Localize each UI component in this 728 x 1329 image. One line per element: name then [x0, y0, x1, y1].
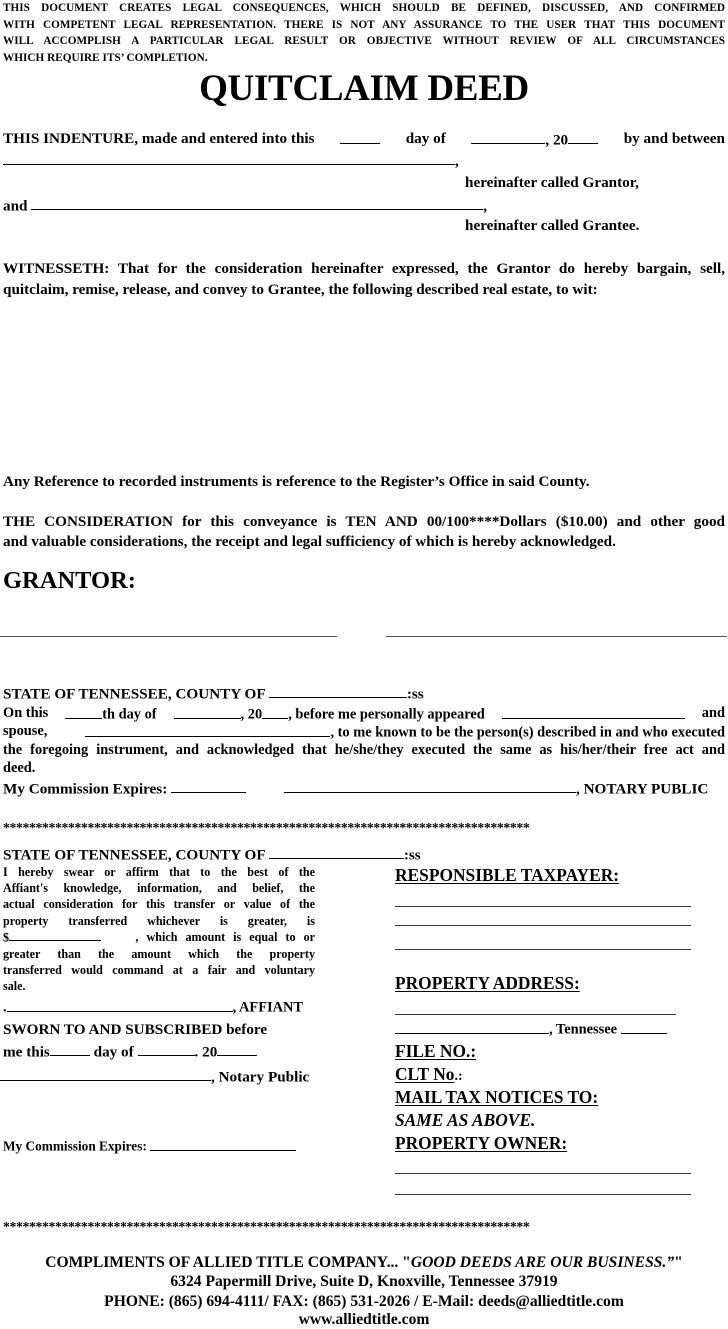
sworn-year-field[interactable] [217, 1041, 257, 1056]
notary-text: On this [3, 705, 49, 721]
disclaimer-line: WILL ACCOMPLISH A PARTICULAR LEGAL RESULT OR OBJECTIVE WITHOUT REVIEW OF ALL CIRCUMSTANCES [3, 35, 725, 48]
sworn-text: . 20 [194, 1043, 218, 1061]
clt-no-text: CLT No [395, 1064, 455, 1084]
affidavit-line: Affiant's knowledge, information, and belief, the [3, 881, 315, 896]
notary-text: th day of [102, 706, 157, 723]
affidavit-paragraph [3, 864, 315, 994]
state-county-label: STATE OF TENNESSEE, COUNTY OF [3, 685, 266, 703]
commission-date-field[interactable] [171, 778, 246, 793]
footer-address: 6324 Papermill Drive, Suite D, Knoxville, Tennessee 37919 [170, 1273, 558, 1290]
notary-public-signature-line [0, 1066, 309, 1086]
affidavit-line: transferred would command at a fair and voluntary [3, 962, 315, 977]
grantor-label: hereinafter called Grantor, [465, 174, 639, 191]
county-field[interactable] [269, 683, 407, 698]
property-address-line[interactable] [395, 1014, 676, 1015]
sworn-month-field[interactable] [138, 1041, 195, 1056]
affidavit-line: sale. [3, 978, 26, 993]
disclaimer-line: THIS DOCUMENT CREATES LEGAL CONSEQUENCES, WHICH SHOULD BE DEFINED, DISCUSSED, AND CONFIRMED [3, 2, 725, 14]
clt-no-colon: .: [454, 1069, 463, 1084]
property-city-line [395, 1019, 667, 1039]
footer-website[interactable]: www.alliedtitle.com [298, 1311, 430, 1328]
affidavit-text: , which amount is equal to or [135, 929, 315, 944]
sworn-text: me this [3, 1043, 50, 1061]
property-owner-line[interactable] [395, 1194, 691, 1195]
notary-public-label: , Notary Public [211, 1068, 310, 1086]
consideration-line: and valuable considerations, the receipt and legal sufficiency of which is hereby acknowledged. [3, 533, 616, 550]
year-field[interactable] [568, 129, 598, 144]
notary-text: , before me personally appeared [288, 706, 485, 723]
notary-text: , 20 [240, 706, 263, 723]
notary-public-line [284, 778, 708, 798]
amount-field[interactable] [9, 929, 101, 941]
notary-signature-field[interactable] [284, 778, 576, 793]
affidavit-line: actual consideration for this transfer or value of the [3, 897, 315, 912]
grantor-signature-line[interactable] [0, 636, 337, 637]
property-city-field[interactable] [395, 1019, 549, 1034]
notary-paragraph-line [3, 704, 725, 724]
consideration-line: THE CONSIDERATION for this conveyance is TEN AND 00/100****Dollars ($10.00) and other good [3, 513, 725, 530]
property-zip-field[interactable] [621, 1019, 667, 1034]
file-no-label: FILE NO.: [395, 1041, 477, 1061]
affiant-label: , AFFIANT [232, 999, 303, 1016]
affidavit-line: I hereby swear or affirm that to the best of the [3, 865, 315, 879]
grantor-name-field[interactable] [3, 150, 455, 165]
grantor-signature-line[interactable] [386, 636, 727, 637]
notary-text: , to me known to be the person(s) described in and who executed [330, 724, 725, 741]
sworn-line: SWORN TO AND SUBSCRIBED before [3, 1021, 268, 1038]
indenture-line [3, 129, 725, 149]
commission-label: My Commission Expires: [3, 1138, 147, 1154]
and-label: and [3, 197, 28, 215]
notary-commission-line [3, 778, 246, 798]
affidavit-line: property transferred whichever is greater, is [3, 913, 315, 928]
footer-slogan: GOOD DEEDS ARE OUR BUSINESS.” [410, 1254, 675, 1271]
affidavit-county-field[interactable] [269, 844, 404, 859]
notary-public-signature-field[interactable] [0, 1066, 211, 1081]
disclaimer-line: WHICH REQUIRE ITS’ COMPLETION. [3, 52, 208, 65]
notary-year-field[interactable] [262, 704, 288, 719]
same-as-above-text: SAME AS ABOVE. [395, 1110, 536, 1130]
affidavit-commission-line [3, 1137, 296, 1155]
responsible-taxpayer-heading: RESPONSIBLE TAXPAYER: [395, 865, 620, 885]
notary-paragraph-line: deed. [3, 760, 36, 776]
indenture-text: by and between [623, 130, 725, 147]
property-address-heading: PROPERTY ADDRESS: [395, 973, 580, 993]
mail-tax-notices-label: MAIL TAX NOTICES TO: [395, 1087, 599, 1107]
affidavit-state-line [3, 844, 421, 864]
indenture-text: , 20 [545, 131, 569, 149]
footer-company: COMPLIMENTS OF ALLIED TITLE COMPANY... " [45, 1254, 411, 1271]
grantor-heading: GRANTOR: [3, 567, 136, 594]
taxpayer-line[interactable] [395, 949, 691, 950]
grantee-name-field[interactable] [31, 195, 483, 210]
taxpayer-line[interactable] [395, 906, 691, 907]
indenture-text: day of [405, 130, 446, 147]
document-title: QUITCLAIM DEED [199, 68, 529, 109]
notary-month-field[interactable] [174, 704, 241, 719]
notary-day-field[interactable] [65, 704, 102, 719]
grantee-label: hereinafter called Grantee. [465, 217, 640, 234]
footer-quote: " [674, 1254, 683, 1271]
state-county-label: STATE OF TENNESSEE, COUNTY OF [3, 846, 266, 864]
legal-disclaimer [3, 0, 725, 67]
sworn-day-field[interactable] [50, 1041, 90, 1056]
notary-state-line [3, 683, 424, 703]
affidavit-commission-field[interactable] [150, 1137, 296, 1151]
witnesseth-line: quitclaim, remise, release, and convey to Grantee, the following described real estate, to wit: [3, 281, 598, 298]
notary-paragraph-line: the foregoing instrument, and acknowledged that he/she/they executed the same as his/her/their free act and [3, 742, 725, 758]
sworn-date-line [3, 1041, 257, 1061]
separator-stars: ********************************************************************************* [3, 1219, 530, 1234]
appeared-name-field[interactable] [502, 704, 685, 719]
property-owner-line[interactable] [395, 1173, 691, 1174]
dollar-sign: $ [3, 930, 10, 945]
dot: . [3, 999, 7, 1016]
indenture-text: THIS INDENTURE, made and entered into this [3, 130, 315, 147]
comma: , [455, 152, 459, 170]
footer-compliments [0, 1253, 728, 1273]
footer-contact: PHONE: (865) 694-4111/ FAX: (865) 531-2026 / E-Mail: deeds@alliedtitle.com [104, 1293, 624, 1310]
notary-text: spouse, [3, 723, 48, 739]
property-owner-heading: PROPERTY OWNER: [395, 1133, 568, 1153]
disclaimer-line: WITH COMPETENT LEGAL REPRESENTATION. THERE IS NOT ANY ASSURANCE TO THE USER THAT THIS DOCUMENT [3, 18, 725, 31]
reference-text: Any Reference to recorded instruments is reference to the Register’s Office in said County. [3, 473, 590, 490]
sworn-text: day of [93, 1043, 134, 1061]
comma: , [483, 197, 488, 215]
separator-stars: ********************************************************************************* [3, 820, 530, 835]
affiant-signature-field[interactable] [7, 997, 233, 1012]
grantor-name-line [3, 150, 459, 170]
notary-paragraph-line [3, 722, 725, 742]
witnesseth-line: WITNESSETH: That for the consideration hereinafter expressed, the Grantor do hereby bargain, sell, [3, 260, 725, 277]
ss-label: :ss [403, 846, 421, 864]
clt-no-label [395, 1063, 463, 1088]
affiant-signature-line [3, 997, 303, 1017]
notary-public-label: , NOTARY PUBLIC [576, 780, 709, 798]
commission-label: My Commission Expires: [3, 780, 168, 798]
month-field[interactable] [471, 129, 545, 144]
notary-text: and [701, 705, 725, 721]
spouse-name-field[interactable] [85, 722, 330, 737]
grantee-name-line [3, 195, 487, 215]
tennessee-label: , Tennessee [549, 1021, 617, 1038]
affidavit-amount-line [3, 929, 315, 946]
affidavit-line: greater than the amount which the property [3, 946, 315, 961]
ss-label: :ss [406, 685, 424, 703]
taxpayer-line[interactable] [395, 925, 691, 926]
day-field[interactable] [340, 129, 380, 144]
